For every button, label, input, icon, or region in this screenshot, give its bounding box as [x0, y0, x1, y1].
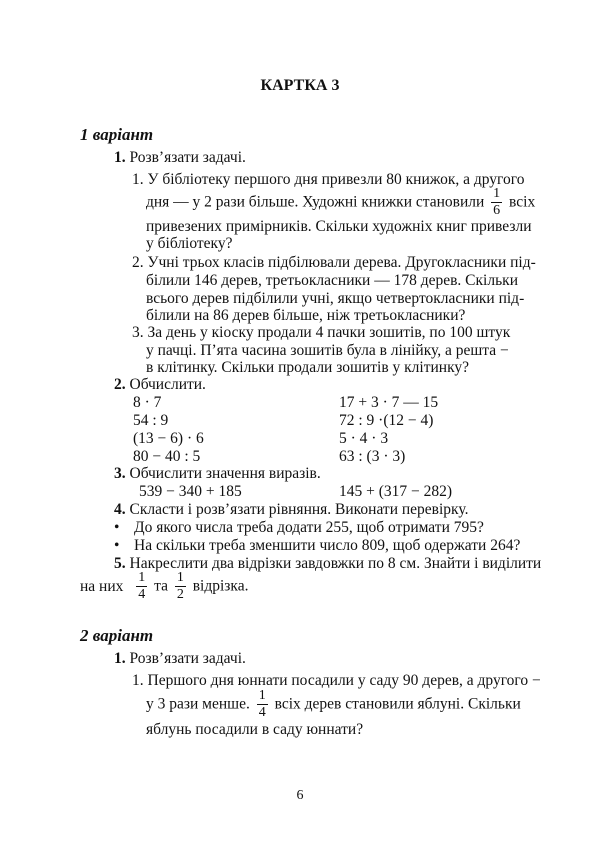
fraction-numerator: 1	[176, 570, 184, 585]
v1-q2-expr-left-2: 54 : 9	[133, 412, 169, 429]
variant-1-heading: 1 варіант	[80, 125, 154, 144]
bullet-icon: •	[114, 519, 120, 536]
fraction-denominator: 4	[138, 587, 146, 602]
fraction-one-half	[175, 570, 186, 603]
v1-q4-number: 4.	[114, 501, 126, 518]
v1-task1-line2-tail: всіх	[509, 193, 536, 211]
v1-task3-line1: 3. За день у кіоску продали 4 пачки зошитів, по 100 штук	[132, 324, 511, 341]
v1-task1-line2	[146, 186, 535, 219]
v1-task2-line1: 2. Учні трьох класів підбілювали дерева. Другокласники під-	[132, 254, 536, 271]
v1-q4-bullet-2	[114, 537, 520, 555]
v1-task2-line2: білили 146 дерев, третьокласники — 178 дерев. Скільки	[146, 272, 518, 289]
v1-q2	[114, 376, 206, 394]
v1-q2-number: 2.	[114, 376, 126, 393]
v1-q3	[114, 465, 321, 483]
v1-q1-text: Розв’язати задачі.	[129, 149, 246, 166]
v1-q2-expr-left-1: 8 · 7	[133, 394, 162, 411]
fraction-denominator: 6	[493, 203, 501, 218]
v1-task1-line1: 1. У бібліотеку першого дня привезли 80 книжок, а другого	[132, 171, 525, 188]
v1-q4-bullet-1-text: До якого числа треба додати 255, щоб отримати 795?	[134, 519, 484, 536]
v1-q5-number: 5.	[114, 555, 126, 572]
v1-q2-expr-right-2: 72 : 9 ·(12 − 4)	[339, 412, 434, 429]
variant-2-heading: 2 варіант	[80, 626, 154, 645]
v2-task1-line2-pre: у 3 рази менше.	[146, 695, 250, 713]
fraction-one-sixth	[491, 186, 502, 219]
v1-q5-prefix: на них	[80, 577, 124, 595]
v1-q3-number: 3.	[114, 465, 126, 482]
v2-q1-text: Розв’язати задачі.	[129, 650, 246, 667]
fraction-one-quarter	[257, 688, 268, 721]
v1-q5-mid: та	[154, 577, 168, 595]
fraction-numerator: 1	[138, 570, 146, 585]
page-number: 6	[296, 788, 304, 803]
v1-q1-number: 1.	[114, 149, 126, 166]
fraction-numerator: 1	[493, 186, 501, 201]
v1-task1-line2-text: дня — у 2 рази більше. Художні книжки становили	[146, 193, 485, 211]
v1-task3-line3: в клітинку. Скільки продали зошитів у клітинку?	[146, 359, 470, 376]
v1-q3-text: Обчислити значення виразів.	[129, 465, 321, 482]
v1-q2-text: Обчислити.	[129, 376, 206, 393]
v1-q5-line2	[80, 570, 248, 603]
card-title: КАРТКА 3	[260, 77, 340, 94]
fraction-denominator: 2	[176, 587, 184, 602]
v1-q2-expr-left-3: (13 − 6) · 6	[133, 430, 204, 447]
v1-q2-expr-right-3: 5 · 4 · 3	[339, 430, 389, 447]
v1-q2-expr-right-4: 63 : (3 · 3)	[339, 448, 406, 465]
fraction-denominator: 4	[258, 705, 266, 720]
v2-q1	[114, 650, 246, 668]
v1-task1-line3: привезених примірників. Скільки художніх книг привезли	[146, 218, 532, 235]
v2-task1-line2	[146, 688, 521, 721]
v2-task1-line1: 1. Першого дня юннати посадили у саду 90 дерев, а другого −	[132, 672, 541, 689]
v1-q3-expr-left: 539 − 340 + 185	[139, 483, 242, 500]
v1-q4-text: Скласти і розв’язати рівняння. Виконати перевірку.	[129, 501, 469, 518]
v1-task2-line3: всього дерев підбілили учні, якщо четвертокласники під-	[146, 290, 525, 307]
v1-q4	[114, 501, 468, 519]
v1-q2-expr-left-4: 80 − 40 : 5	[133, 448, 201, 465]
v1-task2-line4: білили на 86 дерев більше, ніж третьокласники?	[146, 307, 466, 324]
v1-q5-suffix: відрізка.	[192, 577, 249, 595]
v1-q1	[114, 149, 246, 167]
v1-q4-bullet-1	[114, 519, 484, 537]
v1-q4-bullet-2-text: На скільки треба зменшити число 809, щоб одержати 264?	[134, 537, 521, 554]
v2-task1-line3: яблунь посадили в саду юннати?	[146, 721, 364, 738]
v1-q3-expr-right: 145 + (317 − 282)	[339, 483, 453, 500]
v2-q1-number: 1.	[114, 650, 126, 667]
fraction-one-quarter	[136, 570, 147, 603]
bullet-icon: •	[114, 537, 120, 554]
v1-q2-expr-right-1: 17 + 3 · 7 — 15	[339, 394, 439, 411]
v1-task1-line4: у бібліотеку?	[146, 235, 233, 252]
v2-task1-line2-post: всіх дерев становили яблуні. Скільки	[274, 695, 521, 713]
fraction-numerator: 1	[258, 688, 266, 703]
v1-q5-text: Накреслити два відрізки завдовжки по 8 см. Знайти і виділити	[129, 555, 542, 572]
v1-task3-line2: у пачці. П’ята часина зошитів була в лінійку, а решта −	[146, 342, 509, 359]
